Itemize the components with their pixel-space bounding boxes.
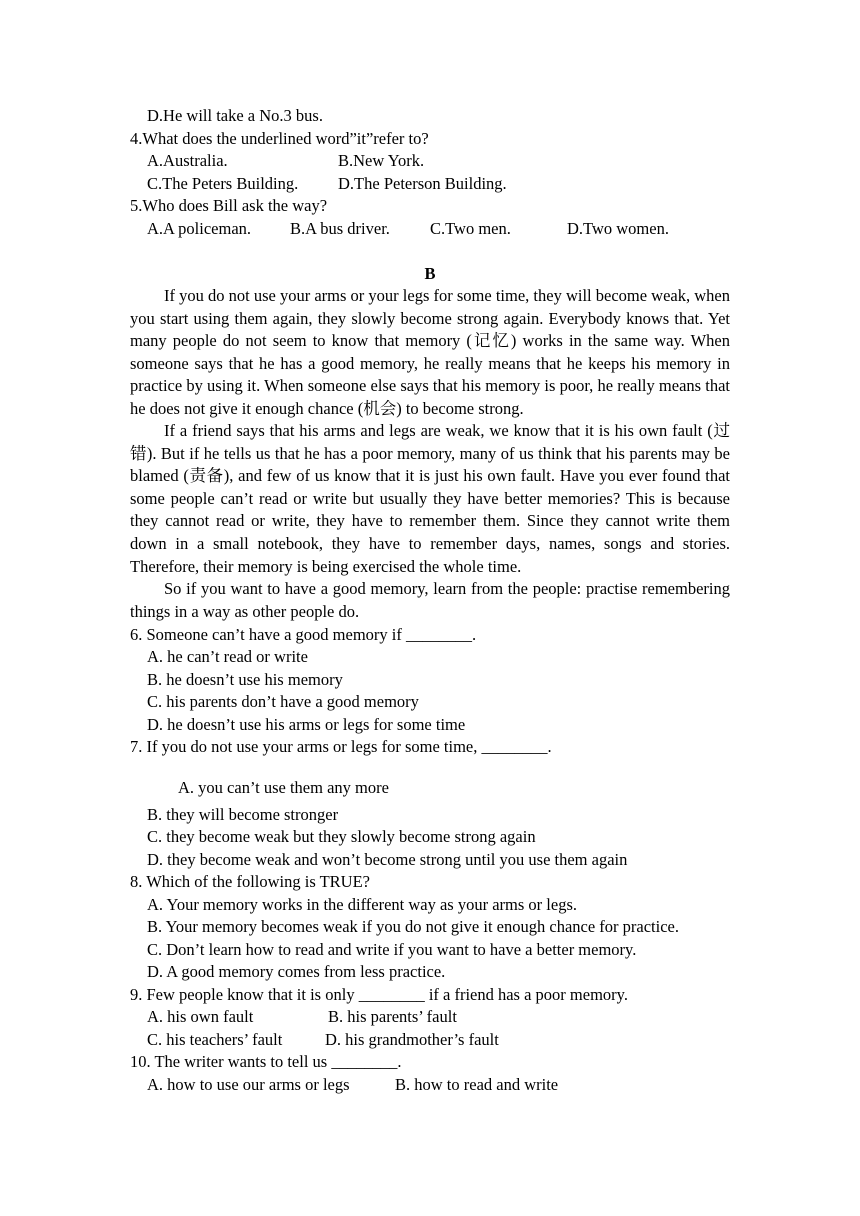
q9-option-b: B. his parents’ fault — [328, 1007, 457, 1026]
q10-option-a: A. how to use our arms or legs — [147, 1075, 350, 1094]
passage-paragraph-3 — [130, 578, 730, 623]
q8-stem: 8. Which of the following is TRUE? — [130, 872, 370, 891]
q4-option-b: B.New York. — [338, 151, 425, 170]
paragraph-text: If you do not use your arms or your legs for some time, they will become weak, when you start using them again, they slowly become strong again. Everybody knows that. Yet many people do not seem to know that memory (记忆) works in the same way. When someone says that he has a good memory, he really means that he keeps his memory in practice by using it. When someone else says that his memory is poor, he really means that he does not give it enough chance (机会) to become strong. — [130, 286, 730, 418]
q6-option-c: C. his parents don’t have a good memory — [147, 692, 419, 711]
q4-stem: 4.What does the underlined word”it”refer to? — [130, 129, 429, 148]
q8-option-b: B. Your memory becomes weak if you do not give it enough chance for practice. — [147, 917, 679, 936]
q5-option-b: B.A bus driver. — [290, 219, 390, 238]
q9-option-a: A. his own fault — [147, 1007, 254, 1026]
q8-option-c: C. Don’t learn how to read and write if you want to have a better memory. — [147, 940, 637, 959]
q4-option-c: C.The Peters Building. — [147, 174, 299, 193]
paragraph-text: So if you want to have a good memory, learn from the people: practise remembering things in a way as other people do. — [130, 579, 730, 621]
q7-option-c: C. they become weak but they slowly become strong again — [147, 827, 536, 846]
q5-option-c: C.Two men. — [430, 219, 511, 238]
passage-paragraph-1 — [130, 285, 730, 421]
q6-option-b: B. he doesn’t use his memory — [147, 670, 343, 689]
q10-option-b: B. how to read and write — [395, 1075, 559, 1094]
q9-stem: 9. Few people know that it is only ________ if a friend has a poor memory. — [130, 985, 628, 1004]
q5-option-d: D.Two women. — [567, 219, 669, 238]
q7-option-d: D. they become weak and won’t become strong until you use them again — [147, 850, 628, 869]
q6-option-d: D. he doesn’t use his arms or legs for some time — [147, 715, 466, 734]
q8-option-d: D. A good memory comes from less practice. — [147, 962, 446, 981]
q5-option-a: A.A policeman. — [147, 219, 252, 238]
q9-option-c: C. his teachers’ fault — [147, 1030, 283, 1049]
q10-stem: 10. The writer wants to tell us ________. — [130, 1052, 402, 1071]
paragraph-text: If a friend says that his arms and legs are weak, we know that it is his own fault (过错). But if he tells us that he has a poor memory, many of us think that his parents may be blamed (责备), and few of us know that it is just his own fault. Have you ever found that some people can’t read or write but usually they have better memories? This is because they cannot read or write, they have to remember them. Since they cannot write them down in a small notebook, they have to remember days, names, songs and stories. Therefore, their memory is being exercised the whole time. — [130, 421, 730, 576]
q6-option-a: A. he can’t read or write — [147, 647, 308, 666]
q5-stem: 5.Who does Bill ask the way? — [130, 196, 328, 215]
q7-option-a: A. you can’t use them any more — [178, 778, 389, 797]
q6-stem: 6. Someone can’t have a good memory if ________. — [130, 625, 477, 644]
passage-paragraph-2 — [130, 420, 730, 578]
section-title: B — [424, 264, 436, 283]
q4-option-a: A.Australia. — [147, 151, 228, 170]
q7-stem: 7. If you do not use your arms or legs for some time, ________. — [130, 737, 552, 756]
q3-option-d: D.He will take a No.3 bus. — [147, 106, 323, 125]
q4-option-d: D.The Peterson Building. — [338, 174, 507, 193]
q9-option-d: D. his grandmother’s fault — [325, 1030, 499, 1049]
q8-option-a: A. Your memory works in the different way as your arms or legs. — [147, 895, 577, 914]
q7-option-b: B. they will become stronger — [147, 805, 339, 824]
